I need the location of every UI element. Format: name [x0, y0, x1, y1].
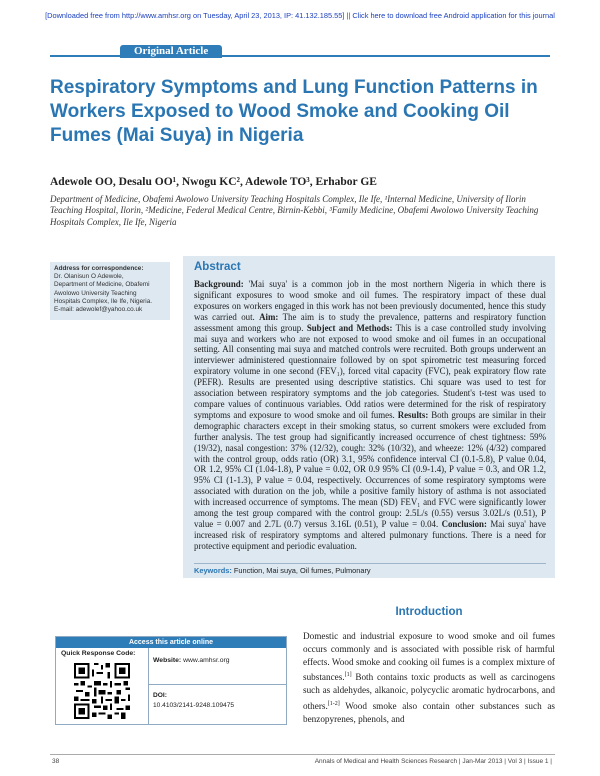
- website-label: Website:: [153, 657, 182, 664]
- aim-text: The aim is to study the prevalence, patterns and respiratory function assessment among this group.: [194, 311, 546, 333]
- website-info: [153, 657, 230, 664]
- keywords-text: Function, Mai suya, Oil fumes, Pulmonary: [231, 566, 371, 575]
- correspondence-email[interactable]: E-mail: adewolef@yahoo.co.uk: [54, 306, 143, 314]
- introduction-body: [303, 630, 555, 726]
- doi-label: DOI:: [153, 692, 167, 699]
- correspondence-heading: Address for correspondence:: [54, 265, 144, 272]
- affiliations: Department of Medicine, Obafemi Awolowo University Teaching Hospitals Complex, Ile Ife, ¹Internal Medicine, University of Ilorin Teaching Hospital, Ilorin, ²Medicine, Federal Medical Centre, Birnin-Kebbi, ³Family Medicine, Obafemi Awolowo University Teaching Hospitals Complex, Ile Ife, Nigeria: [50, 194, 539, 227]
- correspondence-line: Dr. Olanisun O Adewole,: [54, 273, 124, 281]
- background-text: 'Mai suya' is a common job in the most northern Nigeria in which there is significant exposures to wood smoke and oil fumes. The respiratory impact of these dual exposures on workers engaged in this work has not been previously documented, hence this study was carried out.: [194, 279, 546, 322]
- introduction-heading: Introduction: [395, 606, 463, 618]
- access-online-box: [55, 636, 287, 725]
- intro-text: Wood smoke also contain other substances such as benzopyrenes, phenols, and: [303, 700, 555, 724]
- intro-text: Domestic and industrial exposure to wood smoke and oil fumes occurs commonly and is associated with possible risk of harmful effects. Wood smoke and cooking oil fumes is a complex mixture of substances.: [303, 631, 555, 683]
- correspondence-line: Hospitals Complex, Ile Ife, Nigeria.: [54, 297, 153, 305]
- correspondence-box: [50, 262, 170, 320]
- keywords: [194, 566, 546, 575]
- methods-text: This is a case controlled study involving mai suya and workers who are not exposed to wood smoke and oil fumes in an occupational setting. All consenting mai suya and matched controls were recruited. Both groups underwent an interviewer administered questionnaire followed by on spot spirometric test measuring forced expiratory volume in one second (FEV₁), forced vital capacity (FVC), peak expiratory flow rate (PEFR). Results are presented using descriptive statistics. Chi square was used to test for association between respiratory symptoms and the job categories. Student's t-test was used to compare values of continuous variables. Odd ratios were determined for the risk of respiratory symptoms and exposure to wood smoke and oil fumes.: [194, 322, 547, 420]
- author-list: Adewole OO, Desalu OO¹, Nwogu KC², Adewole TO³, Erhabor GE: [50, 176, 377, 188]
- keywords-divider: [194, 563, 546, 564]
- access-heading: Access this article online: [56, 637, 286, 648]
- methods-label: Subject and Methods:: [306, 322, 393, 333]
- page-number: 38: [52, 758, 60, 765]
- article-type-bar: [50, 45, 550, 57]
- correspondence-line: Awolowo University Teaching: [54, 289, 137, 297]
- abstract-body: [194, 279, 546, 552]
- conclusion-label: Conclusion:: [441, 518, 487, 529]
- keywords-label: Keywords:: [194, 566, 232, 575]
- footer-rule: [50, 754, 555, 755]
- conclusion-text: Mai suya' have increased risk of respiratory symptoms and altered pulmonary functions. There is a need for protective equipment and periodic evaluation.: [194, 518, 546, 551]
- access-horizontal-divider: [148, 684, 286, 685]
- download-banner[interactable]: [Downloaded free from http://www.amhsr.org on Tuesday, April 23, 2013, IP: 41.132.185.55] || Click here to download free Android application for this journal: [45, 11, 555, 20]
- article-title: Respiratory Symptoms and Lung Function Patterns in Workers Exposed to Wood Smoke and Cooking Oil Fumes (Mai Suya) in Nigeria: [50, 77, 538, 146]
- background-label: Background:: [194, 279, 244, 289]
- aim-label: Aim:: [259, 311, 279, 322]
- website-link[interactable]: www.amhsr.org: [181, 657, 230, 664]
- qr-label: Quick Response Code:: [61, 650, 136, 657]
- doi-value[interactable]: 10.4103/2141-9248.109475: [153, 701, 235, 709]
- results-text: Both groups are similar in their demographic characters except in their smoking status, so current smokers were excluded from further analysis. The test group had significantly increased occurrence of chest tightness: 59% (19/32), nasal congestion: 37% (12/32), cough: 32% (10/32), and wheeze: 12% (4/32) compared with the control group, odds ratio (OR) 3.1, 95% confidence interval CI (0.1-5.8), P value 0.04, OR 1.2, 95% CI (1.04-1.8), P value = 0.02, OR 0.9 95% CI (0.9-1.4), P value = 0.3, and OR 1.2, 95% CI (1-1.3), P value = 0.04, respectively. Occurrences of some respiratory symptoms were associated with duration on the job, while a positive family history of asthma is not associated with increased occurrence of symptoms. The mean (SD) FEV₁ and FVC were significantly lower among the test group compared with the control group: 2.5L/s (0.55) versus 3.02L/s (0.51), P value = 0.007 and 2.7L (0.7) versus 3.16L (0.51), P value = 0.04.: [194, 409, 546, 529]
- journal-footer: Annals of Medical and Health Sciences Research | Jan-Mar 2013 | Vol 3 | Issue 1 |: [314, 758, 552, 765]
- intro-text: Both contains toxic products as well as carcinogens such as aldehydes, alkanoic, polycyclic aromatic hydrocarbons, and others.: [303, 672, 555, 711]
- results-label: Results:: [397, 409, 429, 420]
- correspondence-line: Department of Medicine, Obafemi: [54, 281, 150, 289]
- article-type-tag: Original Article: [120, 45, 222, 58]
- citation-ref[interactable]: [1]: [344, 672, 352, 679]
- citation-ref[interactable]: [1-2]: [327, 700, 340, 707]
- access-vertical-divider: [148, 648, 149, 724]
- doi-info: [153, 691, 234, 710]
- qr-code-icon[interactable]: [74, 663, 130, 719]
- abstract-heading: Abstract: [194, 261, 241, 273]
